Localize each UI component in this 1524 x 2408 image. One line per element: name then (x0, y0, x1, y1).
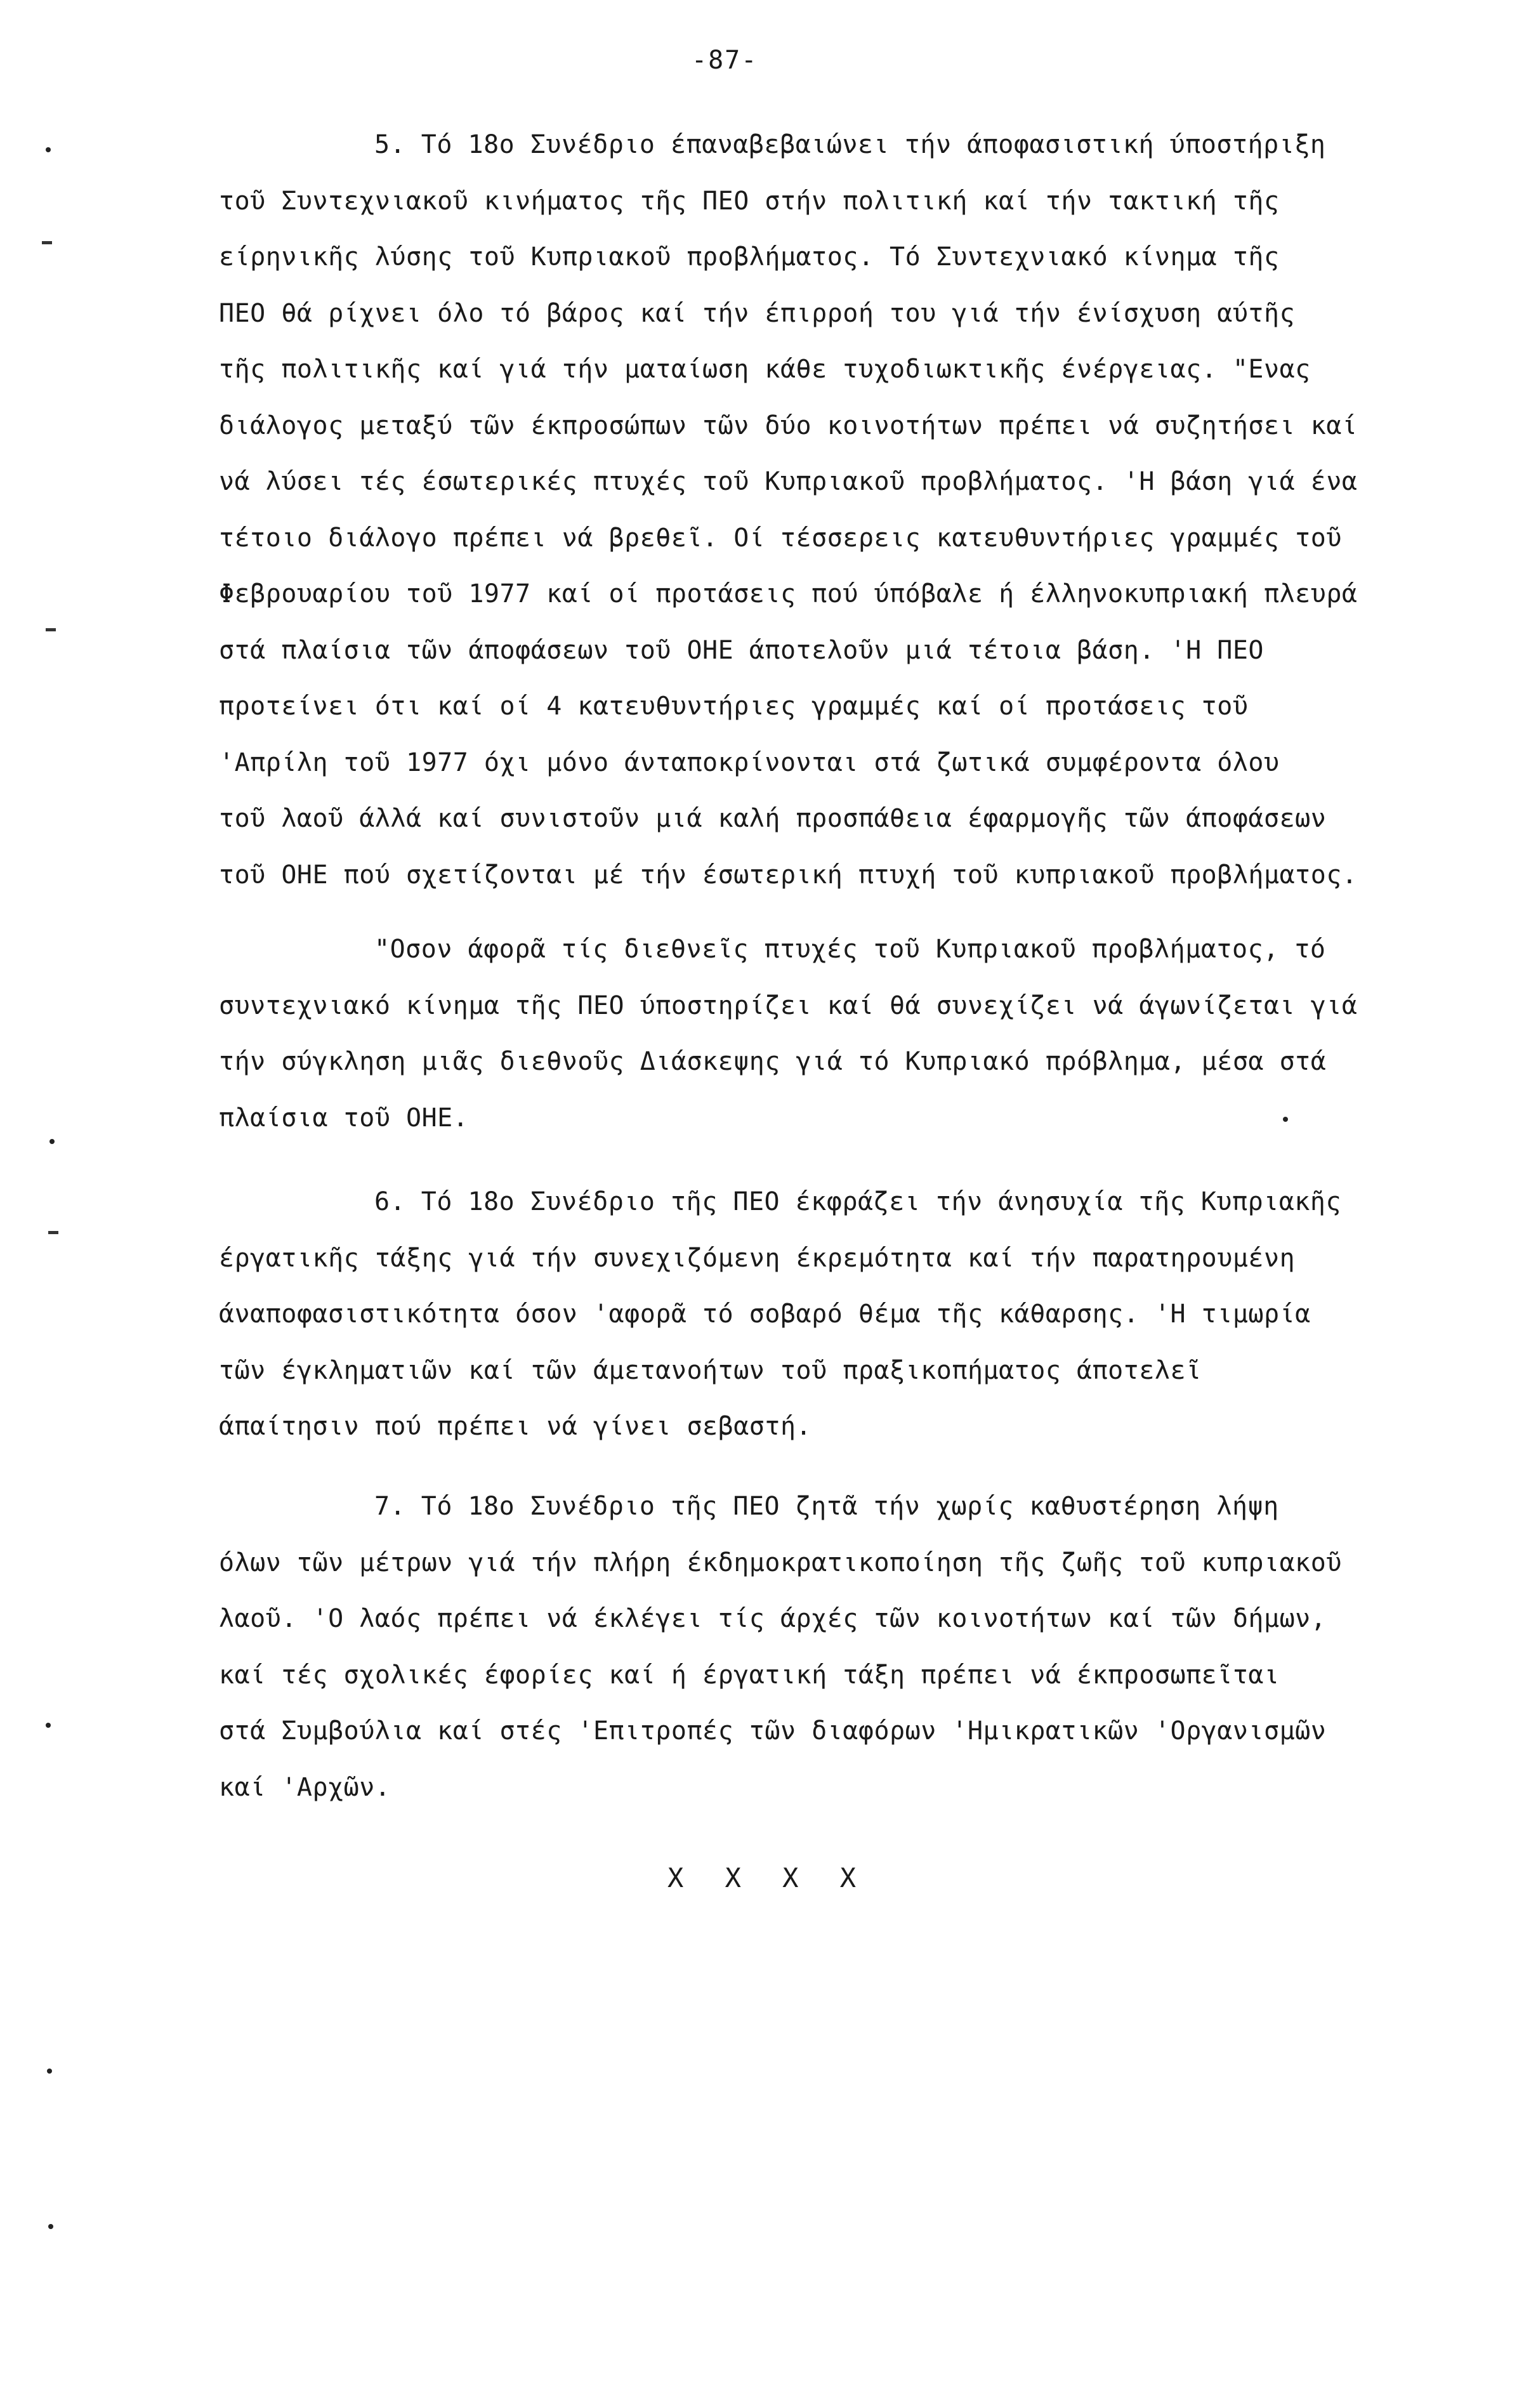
text-line: άπαίτησιν πού πρέπει νά γίνει σεβαστή. (219, 1412, 812, 1441)
scan-speck (46, 1723, 51, 1728)
text-line: διάλογος μεταξύ τῶν έκπροσώπων τῶν δύο κοινοτήτων πρέπει νά συζητήσει καί (219, 411, 1358, 440)
text-line: είρηνικῆς λύσης τοῦ Κυπριακοῦ προβλήματος. Τό Συντεχνιακό κίνημα τῆς (219, 242, 1280, 272)
text-line: τῶν έγκληματιῶν καί τῶν άμετανοήτων τοῦ πραξικοπήματος άποτελεῖ (219, 1355, 1202, 1385)
text-line: 'Απρίλη τοῦ 1977 όχι μόνο άνταποκρίνονται στά ζωτικά συμφέροντα όλου (219, 747, 1280, 777)
text-line: 7. Τό 18ο Συνέδριο τῆς ΠΕΟ ζητᾶ τήν χωρίς καθυστέρηση λήψη (374, 1492, 1279, 1521)
text-line: Φεβρουαρίου τοῦ 1977 καί οί προτάσεις πού ύπόβαλε ή έλληνοκυπριακή πλευρά (219, 579, 1358, 609)
text-line: τοῦ Συντεχνιακοῦ κινήματος τῆς ΠΕΟ στήν πολιτική καί τήν τακτική τῆς (219, 186, 1280, 216)
text-line: τήν σύγκληση μιᾶς διεθνοῦς Διάσκεψης γιά τό Κυπριακό πρόβλημα, μέσα στά (219, 1047, 1327, 1076)
text-line: προτείνει ότι καί οί 4 κατευθυντήριες γραμμές καί οί προτάσεις τοῦ (219, 692, 1249, 721)
text-line: στά Συμβούλια καί στές 'Επιτροπές τῶν διαφόρων 'Ημικρατικῶν 'Οργανισμῶν (219, 1716, 1327, 1746)
text-line: όλων τῶν μέτρων γιά τήν πλήρη έκδημοκρατικοποίηση τῆς ζωῆς τοῦ κυπριακοῦ (219, 1548, 1342, 1577)
text-line: "Οσον άφορᾶ τίς διεθνεῖς πτυχές τοῦ Κυπριακοῦ προβλήματος, τό (374, 935, 1326, 964)
text-line: στά πλαίσια τῶν άποφάσεων τοῦ ΟΗΕ άποτελοῦν μιά τέτοια βάση. 'Η ΠΕΟ (219, 635, 1264, 665)
text-line: άναποφασιστικότητα όσον 'αφορᾶ τό σοβαρό θέμα τῆς κάθαρσης. 'Η τιμωρία (219, 1299, 1311, 1329)
scan-speck (42, 241, 52, 244)
text-line: τοῦ λαοῦ άλλά καί συνιστοῦν μιά καλή προσπάθεια έφαρμογῆς τῶν άποφάσεων (219, 804, 1327, 833)
text-line: καί 'Αρχῶν. (219, 1772, 391, 1802)
text-line: ΠΕΟ θά ρίχνει όλο τό βάρος καί τήν έπιρροή του γιά τήν ένίσχυση αύτῆς (219, 298, 1296, 328)
text-line: καί τές σχολικές έφορίες καί ή έργατική τάξη πρέπει νά έκπροσωπεῖται (219, 1660, 1280, 1690)
text-line: τέτοιο διάλογο πρέπει νά βρεθεῖ. Οί τέσσερεις κατευθυντήριες γραμμές τοῦ (219, 523, 1342, 553)
scan-speck (1283, 1117, 1288, 1122)
paragraph-international (219, 921, 1386, 1146)
text-line: νά λύσει τές έσωτερικές πτυχές τοῦ Κυπριακοῦ προβλήματος. 'Η βάση γιά ένα (219, 467, 1358, 496)
closing-mark: X X X X (667, 1862, 869, 1893)
scan-speck (48, 1231, 58, 1234)
text-line: 6. Τό 18ο Συνέδριο τῆς ΠΕΟ έκφράζει τήν άνησυχία τῆς Κυπριακῆς (374, 1187, 1342, 1216)
scan-speck (49, 1139, 55, 1144)
text-line: 5. Τό 18ο Συνέδριο έπαναβεβαιώνει τήν άποφασιστική ύποστήριξη (374, 130, 1326, 159)
text-line: έργατικῆς τάξης γιά τήν συνεχιζόμενη έκρεμότητα καί τήν παρατηρουμένη (219, 1243, 1296, 1273)
page-number: -87- (692, 46, 758, 75)
paragraph-5 (219, 117, 1386, 903)
paragraph-7 (219, 1478, 1386, 1815)
text-line: πλαίσια τοῦ ΟΗΕ. (219, 1103, 469, 1133)
text-line: λαοῦ. 'Ο λαός πρέπει νά έκλέγει τίς άρχές τῶν κοινοτήτων καί τῶν δήμων, (219, 1604, 1327, 1633)
scan-speck (47, 2069, 52, 2074)
scan-speck (46, 147, 51, 152)
paragraph-6 (219, 1174, 1386, 1455)
scan-speck (48, 2224, 53, 2229)
text-line: συντεχνιακό κίνημα τῆς ΠΕΟ ύποστηρίζει καί θά συνεχίζει νά άγωνίζεται γιά (219, 990, 1358, 1020)
text-line: τῆς πολιτικῆς καί γιά τήν ματαίωση κάθε τυχοδιωκτικῆς ένέργειας. "Ενας (219, 355, 1311, 384)
scan-speck (46, 628, 56, 631)
text-line: τοῦ ΟΗΕ πού σχετίζονται μέ τήν έσωτερική πτυχή τοῦ κυπριακοῦ προβλήματος. (219, 860, 1358, 890)
